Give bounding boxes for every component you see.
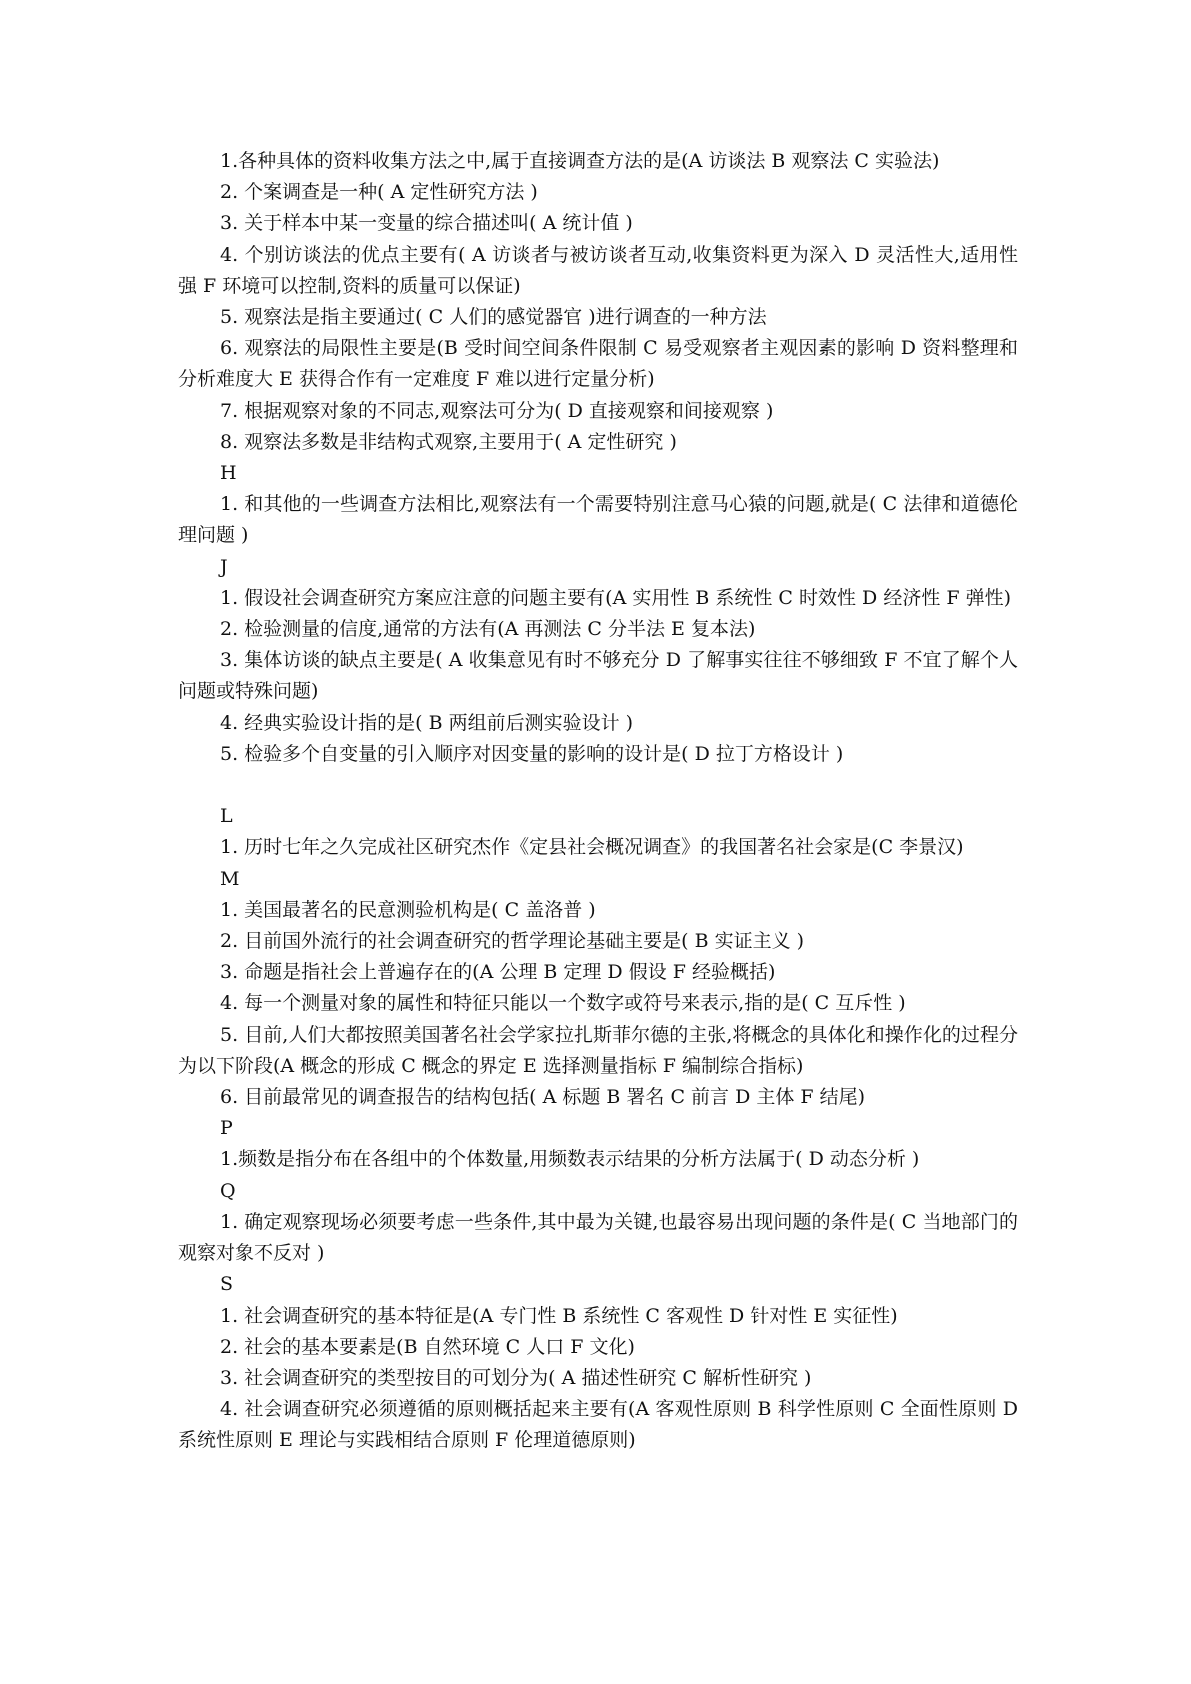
question-paragraph: 1. 和其他的一些调查方法相比,观察法有一个需要特别注意马心猿的问题,就是( C 法律和道德伦理问题 ) — [178, 493, 1018, 547]
question-paragraph: 3. 关于样本中某一变量的综合描述叫( A 统计值 ) — [220, 212, 633, 235]
question-paragraph: 6. 观察法的局限性主要是(B 受时间空间条件限制 C 易受观察者主观因素的影响 D 资料整理和分析难度大 E 获得合作有一定难度 F 难以进行定量分析) — [178, 337, 1018, 391]
blank-line — [178, 770, 1018, 801]
question-paragraph: 3. 集体访谈的缺点主要是( A 收集意见有时不够充分 D 了解事实往往不够细致 F 不宜了解个人问题或特殊问题) — [178, 649, 1018, 703]
section-letter: H — [220, 462, 237, 485]
question-paragraph: 1. 美国最著名的民意测验机构是( C 盖洛普 ) — [220, 898, 596, 921]
question-paragraph: 5. 目前,人们大都按照美国著名社会学家拉扎斯菲尔德的主张,将概念的具体化和操作化的过程分为以下阶段(A 概念的形成 C 概念的界定 E 选择测量指标 F 编制综合指标) — [178, 1023, 1018, 1077]
question-paragraph: 3. 命题是指社会上普遍存在的(A 公理 B 定理 D 假设 F 经验概括) — [220, 961, 776, 984]
question-paragraph: 7. 根据观察对象的不同志,观察法可分为( D 直接观察和间接观察 ) — [220, 399, 774, 422]
question-paragraph: 6. 目前最常见的调查报告的结构包括( A 标题 B 署名 C 前言 D 主体 F 结尾) — [220, 1086, 866, 1109]
question-paragraph: 3. 社会调查研究的类型按目的可划分为( A 描述性研究 C 解析性研究 ) — [220, 1366, 812, 1389]
question-paragraph: 8. 观察法多数是非结构式观察,主要用于( A 定性研究 ) — [220, 430, 677, 453]
question-paragraph: 4. 经典实验设计指的是( B 两组前后测实验设计 ) — [220, 711, 634, 734]
question-paragraph: 1. 历时七年之久完成社区研究杰作《定县社会概况调查》的我国著名社会家是(C 李景汉) — [220, 836, 964, 859]
question-paragraph: 4. 个别访谈法的优点主要有( A 访谈者与被访谈者互动,收集资料更为深入 D 灵活性大,适用性强 F 环境可以控制,资料的质量可以保证) — [178, 243, 1018, 297]
section-letter: P — [220, 1117, 233, 1140]
section-letter: Q — [220, 1179, 236, 1202]
question-paragraph: 5. 检验多个自变量的引入顺序对因变量的影响的设计是( D 拉丁方格设计 ) — [220, 742, 844, 765]
question-paragraph: 4. 社会调查研究必须遵循的原则概括起来主要有(A 客观性原则 B 科学性原则 C 全面性原则 D 系统性原则 E 理论与实践相结合原则 F 伦理道德原则) — [178, 1398, 1025, 1452]
question-paragraph: 1.频数是指分布在各组中的个体数量,用频数表示结果的分析方法属于( D 动态分析 ) — [220, 1148, 920, 1171]
question-paragraph: 2. 检验测量的信度,通常的方法有(A 再测法 C 分半法 E 复本法) — [220, 618, 756, 641]
section-letter: S — [220, 1273, 234, 1296]
question-paragraph: 2. 社会的基本要素是(B 自然环境 C 人口 F 文化) — [220, 1335, 635, 1358]
section-letter: L — [220, 805, 233, 828]
question-paragraph: 1. 确定观察现场必须要考虑一些条件,其中最为关键,也最容易出现问题的条件是( C 当地部门的观察对象不反对 ) — [178, 1210, 1018, 1265]
section-letter: M — [220, 867, 240, 890]
question-paragraph: 2. 目前国外流行的社会调查研究的哲学理论基础主要是( B 实证主义 ) — [220, 930, 805, 953]
document-body — [178, 146, 1025, 1457]
question-paragraph: 4. 每一个测量对象的属性和特征只能以一个数字或符号来表示,指的是( C 互斥性 ) — [220, 992, 906, 1015]
question-paragraph: 2. 个案调查是一种( A 定性研究方法 ) — [220, 181, 538, 204]
question-paragraph: 1. 社会调查研究的基本特征是(A 专门性 B 系统性 C 客观性 D 针对性 E 实征性) — [220, 1304, 898, 1327]
question-paragraph: 1. 假设社会调查研究方案应注意的问题主要有(A 实用性 B 系统性 C 时效性 D 经济性 F 弹性) — [220, 586, 1011, 609]
question-paragraph: 1.各种具体的资料收集方法之中,属于直接调查方法的是(A 访谈法 B 观察法 C 实验法) — [220, 150, 940, 172]
question-paragraph: 5. 观察法是指主要通过( C 人们的感觉器官 )进行调查的一种方法 — [220, 306, 767, 329]
section-letter: J — [220, 555, 228, 578]
